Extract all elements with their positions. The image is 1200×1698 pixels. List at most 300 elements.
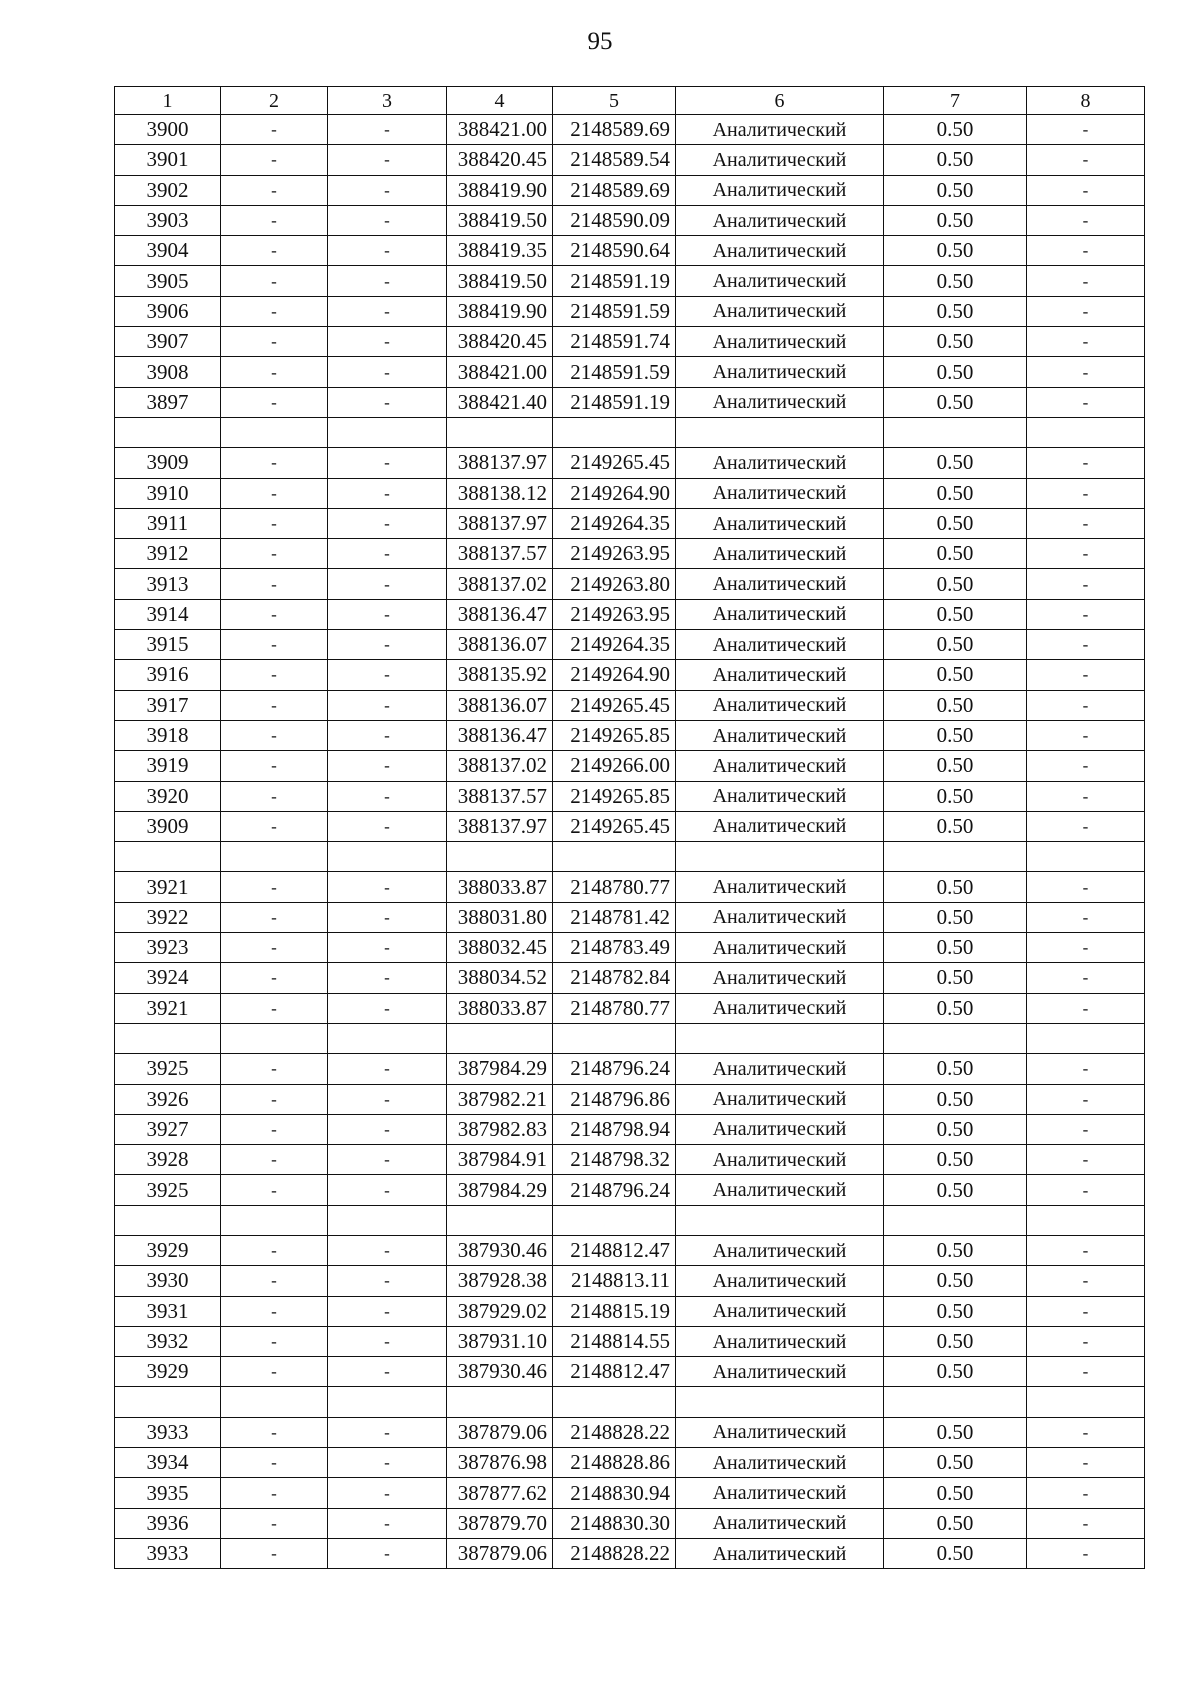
col2-value-cell: -: [221, 357, 328, 387]
y-coordinate-cell: 2149265.85: [553, 720, 676, 750]
header-cell: 5: [553, 87, 676, 115]
x-coordinate-cell: 388419.90: [447, 296, 553, 326]
col3-value-cell: -: [328, 902, 447, 932]
method-cell: Аналитический: [676, 266, 884, 296]
col8-value-cell: -: [1027, 448, 1145, 478]
accuracy-value-cell: 0.50: [884, 569, 1027, 599]
method-cell: Аналитический: [676, 751, 884, 781]
accuracy-value-cell: 0.50: [884, 1538, 1027, 1568]
y-coordinate-cell: 2148798.94: [553, 1114, 676, 1144]
y-coordinate-cell: 2149265.45: [553, 448, 676, 478]
col2-value-cell: -: [221, 963, 328, 993]
col3-value-cell: -: [328, 781, 447, 811]
table-row: [115, 599, 1145, 629]
point-number-cell: 3923: [115, 933, 221, 963]
col2-value-cell: -: [221, 933, 328, 963]
col8-value-cell: -: [1027, 933, 1145, 963]
table-row: [115, 1417, 1145, 1447]
table-row: [115, 842, 1145, 872]
y-coordinate-cell: 2148830.94: [553, 1478, 676, 1508]
table-header-row: [115, 87, 1145, 115]
point-number-cell: 3921: [115, 872, 221, 902]
col8-value-cell: -: [1027, 115, 1145, 145]
x-coordinate-cell: 387984.91: [447, 1145, 553, 1175]
accuracy-value-cell: [884, 1387, 1027, 1417]
col8-value-cell: -: [1027, 993, 1145, 1023]
col8-value-cell: -: [1027, 1054, 1145, 1084]
method-cell: Аналитический: [676, 872, 884, 902]
x-coordinate-cell: 388135.92: [447, 660, 553, 690]
col3-value-cell: [328, 1387, 447, 1417]
col2-value-cell: -: [221, 993, 328, 1023]
table-row: [115, 902, 1145, 932]
coordinates-table: [114, 86, 1145, 1569]
method-cell: Аналитический: [676, 1448, 884, 1478]
table-row: [115, 1266, 1145, 1296]
col2-value-cell: -: [221, 145, 328, 175]
col3-value-cell: -: [328, 963, 447, 993]
x-coordinate-cell: [447, 1023, 553, 1053]
accuracy-value-cell: 0.50: [884, 781, 1027, 811]
col2-value-cell: -: [221, 205, 328, 235]
method-cell: Аналитический: [676, 811, 884, 841]
col3-value-cell: -: [328, 933, 447, 963]
table-row: [115, 1357, 1145, 1387]
accuracy-value-cell: 0.50: [884, 1448, 1027, 1478]
y-coordinate-cell: 2148591.19: [553, 266, 676, 296]
y-coordinate-cell: 2149263.95: [553, 599, 676, 629]
x-coordinate-cell: 387879.06: [447, 1417, 553, 1447]
x-coordinate-cell: 387929.02: [447, 1296, 553, 1326]
x-coordinate-cell: 388136.07: [447, 630, 553, 660]
x-coordinate-cell: [447, 417, 553, 447]
y-coordinate-cell: 2148591.74: [553, 327, 676, 357]
point-number-cell: 3929: [115, 1357, 221, 1387]
accuracy-value-cell: 0.50: [884, 993, 1027, 1023]
accuracy-value-cell: 0.50: [884, 1508, 1027, 1538]
x-coordinate-cell: 388137.02: [447, 569, 553, 599]
accuracy-value-cell: 0.50: [884, 448, 1027, 478]
accuracy-value-cell: 0.50: [884, 1357, 1027, 1387]
col2-value-cell: -: [221, 1175, 328, 1205]
y-coordinate-cell: 2149265.45: [553, 811, 676, 841]
accuracy-value-cell: 0.50: [884, 720, 1027, 750]
y-coordinate-cell: 2148815.19: [553, 1296, 676, 1326]
accuracy-value-cell: [884, 1023, 1027, 1053]
col2-value-cell: [221, 1387, 328, 1417]
col8-value-cell: -: [1027, 1448, 1145, 1478]
method-cell: [676, 1205, 884, 1235]
col3-value-cell: -: [328, 1448, 447, 1478]
accuracy-value-cell: 0.50: [884, 1296, 1027, 1326]
method-cell: Аналитический: [676, 963, 884, 993]
col3-value-cell: -: [328, 1417, 447, 1447]
col8-value-cell: -: [1027, 357, 1145, 387]
point-number-cell: 3905: [115, 266, 221, 296]
header-cell: 2: [221, 87, 328, 115]
col3-value-cell: -: [328, 327, 447, 357]
col3-value-cell: -: [328, 478, 447, 508]
col2-value-cell: -: [221, 569, 328, 599]
method-cell: Аналитический: [676, 690, 884, 720]
accuracy-value-cell: [884, 1205, 1027, 1235]
table-row: [115, 1508, 1145, 1538]
table-row: [115, 417, 1145, 447]
col3-value-cell: -: [328, 599, 447, 629]
x-coordinate-cell: 388136.07: [447, 690, 553, 720]
x-coordinate-cell: 388137.57: [447, 781, 553, 811]
col3-value-cell: -: [328, 115, 447, 145]
col3-value-cell: -: [328, 205, 447, 235]
y-coordinate-cell: 2149264.90: [553, 478, 676, 508]
point-number-cell: 3912: [115, 539, 221, 569]
point-number-cell: 3917: [115, 690, 221, 720]
point-number-cell: [115, 1205, 221, 1235]
y-coordinate-cell: 2148589.54: [553, 145, 676, 175]
col2-value-cell: -: [221, 781, 328, 811]
accuracy-value-cell: 0.50: [884, 660, 1027, 690]
method-cell: Аналитический: [676, 599, 884, 629]
method-cell: Аналитический: [676, 296, 884, 326]
point-number-cell: 3931: [115, 1296, 221, 1326]
accuracy-value-cell: [884, 842, 1027, 872]
table-row: [115, 236, 1145, 266]
point-number-cell: 3936: [115, 1508, 221, 1538]
y-coordinate-cell: 2148796.24: [553, 1175, 676, 1205]
y-coordinate-cell: 2148828.86: [553, 1448, 676, 1478]
table-row: [115, 1054, 1145, 1084]
point-number-cell: [115, 1023, 221, 1053]
col2-value-cell: -: [221, 630, 328, 660]
x-coordinate-cell: 388421.00: [447, 115, 553, 145]
accuracy-value-cell: 0.50: [884, 1235, 1027, 1265]
col8-value-cell: -: [1027, 236, 1145, 266]
method-cell: Аналитический: [676, 569, 884, 599]
point-number-cell: 3932: [115, 1326, 221, 1356]
accuracy-value-cell: 0.50: [884, 902, 1027, 932]
point-number-cell: 3918: [115, 720, 221, 750]
col8-value-cell: [1027, 1205, 1145, 1235]
col2-value-cell: -: [221, 539, 328, 569]
method-cell: Аналитический: [676, 902, 884, 932]
point-number-cell: 3930: [115, 1266, 221, 1296]
point-number-cell: [115, 842, 221, 872]
table-row: [115, 751, 1145, 781]
method-cell: Аналитический: [676, 1326, 884, 1356]
col2-value-cell: -: [221, 811, 328, 841]
col2-value-cell: -: [221, 1326, 328, 1356]
y-coordinate-cell: 2148589.69: [553, 115, 676, 145]
point-number-cell: [115, 417, 221, 447]
point-number-cell: 3910: [115, 478, 221, 508]
point-number-cell: 3925: [115, 1175, 221, 1205]
col2-value-cell: -: [221, 1145, 328, 1175]
col8-value-cell: -: [1027, 539, 1145, 569]
y-coordinate-cell: 2148782.84: [553, 963, 676, 993]
x-coordinate-cell: 387879.06: [447, 1538, 553, 1568]
x-coordinate-cell: 388031.80: [447, 902, 553, 932]
method-cell: Аналитический: [676, 1266, 884, 1296]
x-coordinate-cell: 388136.47: [447, 599, 553, 629]
y-coordinate-cell: 2148813.11: [553, 1266, 676, 1296]
x-coordinate-cell: 388138.12: [447, 478, 553, 508]
table-row: [115, 933, 1145, 963]
table-row: [115, 690, 1145, 720]
accuracy-value-cell: 0.50: [884, 1417, 1027, 1447]
col2-value-cell: -: [221, 115, 328, 145]
col3-value-cell: -: [328, 751, 447, 781]
point-number-cell: 3915: [115, 630, 221, 660]
col2-value-cell: -: [221, 902, 328, 932]
method-cell: Аналитический: [676, 478, 884, 508]
point-number-cell: 3929: [115, 1235, 221, 1265]
accuracy-value-cell: 0.50: [884, 1114, 1027, 1144]
y-coordinate-cell: 2148814.55: [553, 1326, 676, 1356]
header-cell: 8: [1027, 87, 1145, 115]
col8-value-cell: -: [1027, 630, 1145, 660]
point-number-cell: 3924: [115, 963, 221, 993]
method-cell: Аналитический: [676, 387, 884, 417]
page-number: 95: [587, 28, 613, 55]
y-coordinate-cell: 2149264.90: [553, 660, 676, 690]
col3-value-cell: -: [328, 1538, 447, 1568]
y-coordinate-cell: 2149263.95: [553, 539, 676, 569]
col3-value-cell: [328, 1023, 447, 1053]
x-coordinate-cell: 387931.10: [447, 1326, 553, 1356]
col3-value-cell: -: [328, 660, 447, 690]
table-row: [115, 508, 1145, 538]
accuracy-value-cell: 0.50: [884, 690, 1027, 720]
method-cell: Аналитический: [676, 1175, 884, 1205]
y-coordinate-cell: 2148796.24: [553, 1054, 676, 1084]
col8-value-cell: -: [1027, 1084, 1145, 1114]
accuracy-value-cell: 0.50: [884, 387, 1027, 417]
y-coordinate-cell: 2148781.42: [553, 902, 676, 932]
point-number-cell: 3933: [115, 1417, 221, 1447]
method-cell: Аналитический: [676, 720, 884, 750]
y-coordinate-cell: 2148812.47: [553, 1357, 676, 1387]
header-cell: 7: [884, 87, 1027, 115]
x-coordinate-cell: 388420.45: [447, 145, 553, 175]
method-cell: Аналитический: [676, 660, 884, 690]
col8-value-cell: -: [1027, 902, 1145, 932]
col2-value-cell: -: [221, 236, 328, 266]
table-row: [115, 175, 1145, 205]
accuracy-value-cell: [884, 417, 1027, 447]
col3-value-cell: -: [328, 872, 447, 902]
accuracy-value-cell: 0.50: [884, 1054, 1027, 1084]
y-coordinate-cell: [553, 842, 676, 872]
col8-value-cell: -: [1027, 1235, 1145, 1265]
point-number-cell: 3919: [115, 751, 221, 781]
col8-value-cell: -: [1027, 872, 1145, 902]
accuracy-value-cell: 0.50: [884, 266, 1027, 296]
y-coordinate-cell: 2148591.59: [553, 296, 676, 326]
col2-value-cell: -: [221, 1296, 328, 1326]
col3-value-cell: -: [328, 175, 447, 205]
y-coordinate-cell: 2148590.64: [553, 236, 676, 266]
col3-value-cell: -: [328, 1114, 447, 1144]
x-coordinate-cell: 387879.70: [447, 1508, 553, 1538]
point-number-cell: 3920: [115, 781, 221, 811]
table-row: [115, 478, 1145, 508]
col3-value-cell: -: [328, 569, 447, 599]
method-cell: Аналитический: [676, 933, 884, 963]
table-row: [115, 205, 1145, 235]
table-row: [115, 811, 1145, 841]
x-coordinate-cell: 388419.90: [447, 175, 553, 205]
col8-value-cell: -: [1027, 751, 1145, 781]
accuracy-value-cell: 0.50: [884, 145, 1027, 175]
method-cell: [676, 417, 884, 447]
x-coordinate-cell: 388419.50: [447, 266, 553, 296]
col3-value-cell: -: [328, 993, 447, 1023]
x-coordinate-cell: 388034.52: [447, 963, 553, 993]
col3-value-cell: -: [328, 1084, 447, 1114]
col2-value-cell: -: [221, 1448, 328, 1478]
x-coordinate-cell: 387982.83: [447, 1114, 553, 1144]
method-cell: Аналитический: [676, 1114, 884, 1144]
header-cell: 4: [447, 87, 553, 115]
method-cell: [676, 842, 884, 872]
method-cell: Аналитический: [676, 236, 884, 266]
col2-value-cell: -: [221, 1114, 328, 1144]
col8-value-cell: -: [1027, 296, 1145, 326]
col2-value-cell: -: [221, 448, 328, 478]
col8-value-cell: -: [1027, 660, 1145, 690]
col8-value-cell: -: [1027, 205, 1145, 235]
x-coordinate-cell: 388032.45: [447, 933, 553, 963]
method-cell: Аналитический: [676, 1538, 884, 1568]
accuracy-value-cell: 0.50: [884, 115, 1027, 145]
col8-value-cell: [1027, 842, 1145, 872]
col8-value-cell: -: [1027, 781, 1145, 811]
point-number-cell: 3935: [115, 1478, 221, 1508]
col2-value-cell: [221, 417, 328, 447]
accuracy-value-cell: 0.50: [884, 751, 1027, 781]
col3-value-cell: -: [328, 539, 447, 569]
col8-value-cell: -: [1027, 387, 1145, 417]
col2-value-cell: -: [221, 1538, 328, 1568]
col8-value-cell: -: [1027, 1538, 1145, 1568]
col3-value-cell: -: [328, 1145, 447, 1175]
col2-value-cell: -: [221, 1417, 328, 1447]
method-cell: Аналитический: [676, 1478, 884, 1508]
table-row: [115, 448, 1145, 478]
y-coordinate-cell: 2148590.09: [553, 205, 676, 235]
col2-value-cell: -: [221, 175, 328, 205]
col2-value-cell: [221, 1023, 328, 1053]
point-number-cell: 3908: [115, 357, 221, 387]
y-coordinate-cell: [553, 1023, 676, 1053]
table-row: [115, 1175, 1145, 1205]
col8-value-cell: -: [1027, 1145, 1145, 1175]
accuracy-value-cell: 0.50: [884, 630, 1027, 660]
x-coordinate-cell: 387984.29: [447, 1175, 553, 1205]
point-number-cell: 3903: [115, 205, 221, 235]
method-cell: Аналитический: [676, 357, 884, 387]
col8-value-cell: -: [1027, 1326, 1145, 1356]
y-coordinate-cell: 2148812.47: [553, 1235, 676, 1265]
col3-value-cell: -: [328, 1266, 447, 1296]
col2-value-cell: -: [221, 1235, 328, 1265]
col2-value-cell: -: [221, 1478, 328, 1508]
method-cell: Аналитический: [676, 1296, 884, 1326]
table-row: [115, 1478, 1145, 1508]
col3-value-cell: -: [328, 1508, 447, 1538]
method-cell: Аналитический: [676, 781, 884, 811]
col2-value-cell: -: [221, 872, 328, 902]
method-cell: Аналитический: [676, 1235, 884, 1265]
table-row: [115, 327, 1145, 357]
col8-value-cell: -: [1027, 811, 1145, 841]
col2-value-cell: [221, 842, 328, 872]
table-row: [115, 872, 1145, 902]
method-cell: Аналитический: [676, 175, 884, 205]
method-cell: [676, 1023, 884, 1053]
x-coordinate-cell: [447, 842, 553, 872]
x-coordinate-cell: 388419.35: [447, 236, 553, 266]
table-row: [115, 569, 1145, 599]
y-coordinate-cell: 2148828.22: [553, 1538, 676, 1568]
col2-value-cell: -: [221, 266, 328, 296]
method-cell: Аналитический: [676, 630, 884, 660]
method-cell: Аналитический: [676, 115, 884, 145]
x-coordinate-cell: 388420.45: [447, 327, 553, 357]
table-row: [115, 1538, 1145, 1568]
accuracy-value-cell: 0.50: [884, 539, 1027, 569]
accuracy-value-cell: 0.50: [884, 205, 1027, 235]
table-row: [115, 115, 1145, 145]
col8-value-cell: -: [1027, 1266, 1145, 1296]
col2-value-cell: -: [221, 1054, 328, 1084]
col8-value-cell: -: [1027, 1478, 1145, 1508]
table-row: [115, 993, 1145, 1023]
col2-value-cell: -: [221, 508, 328, 538]
col2-value-cell: -: [221, 1357, 328, 1387]
point-number-cell: 3902: [115, 175, 221, 205]
col8-value-cell: [1027, 417, 1145, 447]
accuracy-value-cell: 0.50: [884, 1326, 1027, 1356]
point-number-cell: 3922: [115, 902, 221, 932]
point-number-cell: 3904: [115, 236, 221, 266]
accuracy-value-cell: 0.50: [884, 933, 1027, 963]
point-number-cell: 3907: [115, 327, 221, 357]
col3-value-cell: -: [328, 357, 447, 387]
col8-value-cell: -: [1027, 478, 1145, 508]
y-coordinate-cell: 2149266.00: [553, 751, 676, 781]
method-cell: Аналитический: [676, 993, 884, 1023]
col8-value-cell: -: [1027, 599, 1145, 629]
col8-value-cell: -: [1027, 1114, 1145, 1144]
col3-value-cell: -: [328, 266, 447, 296]
method-cell: Аналитический: [676, 1417, 884, 1447]
table-row: [115, 1296, 1145, 1326]
accuracy-value-cell: 0.50: [884, 296, 1027, 326]
col8-value-cell: [1027, 1023, 1145, 1053]
col3-value-cell: -: [328, 1175, 447, 1205]
col3-value-cell: -: [328, 1296, 447, 1326]
y-coordinate-cell: [553, 1387, 676, 1417]
table-row: [115, 630, 1145, 660]
accuracy-value-cell: 0.50: [884, 1175, 1027, 1205]
col3-value-cell: -: [328, 296, 447, 326]
point-number-cell: 3897: [115, 387, 221, 417]
col2-value-cell: -: [221, 387, 328, 417]
col8-value-cell: -: [1027, 508, 1145, 538]
table-row: [115, 660, 1145, 690]
method-cell: [676, 1387, 884, 1417]
